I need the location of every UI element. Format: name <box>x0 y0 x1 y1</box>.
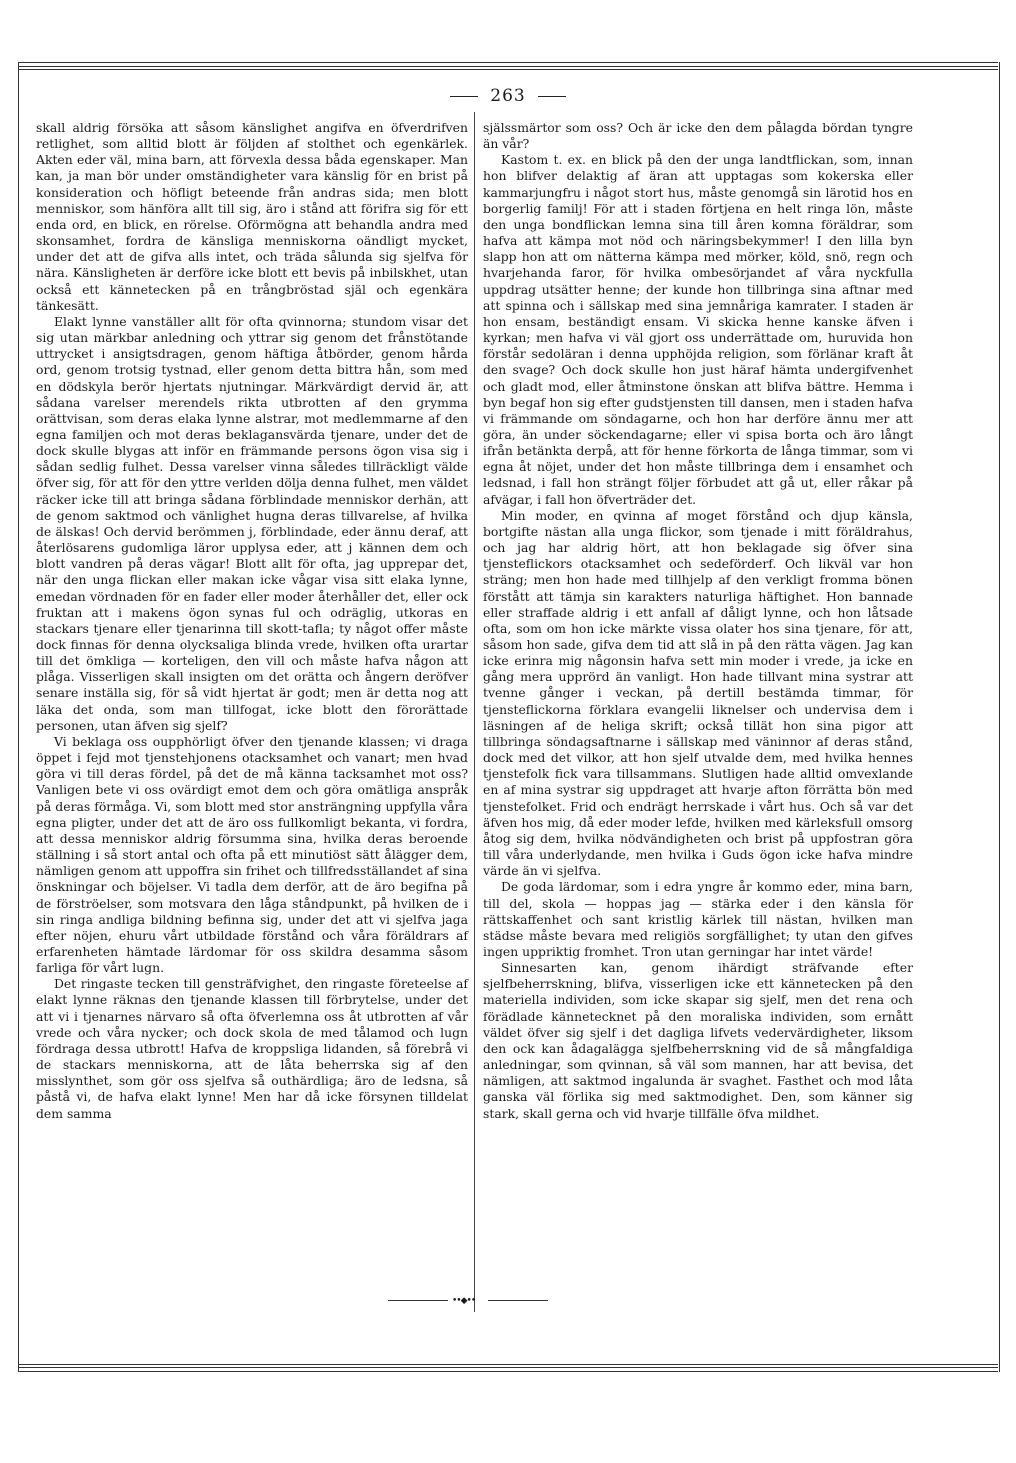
column-divider <box>474 112 475 1312</box>
page-number: 263 <box>490 86 526 106</box>
paragraph: Det ringaste tecken till gensträfvighet, den ringaste företeelse af elakt lynne räknas den tjenande klassen till förbrytelse, under det att vi i tjenarnes närvaro så ofta öfverlemna oss åt utbrotten af vår vrede och våra nycker; och dock skola de med tålamod och lugn fördraga dessa utbrott! Hafva de kroppsliga lidanden, så förebrå vi de stackars menniskorna, att de låta beherrska sig af den misslynthet, som gör oss sjelfva så outhärdliga; äro de ledsna, så påstå vi, de hafva elakt lynne! Men har då icke försynen tilldelat dem samma <box>36 976 468 1121</box>
paragraph: själssmärtor som oss? Och är icke den dem pålagda bördan tyngre än vår? <box>483 120 913 152</box>
top-double-rule <box>18 66 998 70</box>
paragraph: De goda lärdomar, som i edra yngre år kommo eder, mina barn, till del, skola — hoppas jag — stärka eder i den känsla för rättskaffenhet och sant kristlig kärlek till nästan, hvilken man städse måste bevara med religiös sorgfällighet; ty utan den gifves ingen uppriktig fromhet. Tron utan gerningar har intet värde! <box>483 879 913 959</box>
header-dash-left <box>450 96 478 97</box>
paragraph: Sinnesarten kan, genom ihärdigt sträfvande efter sjelfbeherrskning, blifva, visserligen icke ett kännetecken på den materiella individen, som icke skapar sig sjelf, men det rena och förädlade kännetecknet på den moraliska individen, som ernått väldet öfver sig sjelf i det dagliga lifvets vedervärdigheter, liksom den ock kan ådagalägga sjelfbeherrskning vid de så mångfaldiga anledningar, som qvinnan, så väl som mannen, har att bevisa, det nämligen, att saktmod ingalunda är svaghet. Fasthet och mod låta ganska väl förlika sig med saktmodighet. Den, som känner sig stark, skall gerna och vid hvarje tillfälle öfva mildhet. <box>483 960 913 1121</box>
bottom-rule <box>18 1371 998 1372</box>
top-rule <box>18 62 998 63</box>
paragraph: skall aldrig försöka att såsom känslighet angifva en öfverdrifven retlighet, som alltid blott är följden af stolthet och egenkärlek. Akten eder väl, mina barn, att förvexla dessa båda egenskaper. Man kan, ja man bör under omständigheter vara känslig för en brist på konsideration och höfligt beteende från andras sida; men blott menniskor, som hänföra allt till sig, äro i stånd att förifra sig för ett enda ord, en blick, en rörelse. Oförmögna att behandla andra med skonsamhet, fordra de känsliga menniskorna oändligt mycket, under det att de gifva alls intet, och träda sålunda sig sjelfva för nära. Känsligheten är derföre icke blott ett bevis på inbilskhet, utan också ett kännetecken på en trångbröstad själ och egenkära tänkesätt. <box>36 120 468 313</box>
paragraph: Vi beklaga oss oupphörligt öfver den tjenande klassen; vi draga öppet i fejd mot tjenstehjonens otacksamhet och vanart; men hvad göra vi till deras fördel, på det de må känna tacksamhet mot oss? Vanligen bete vi oss ovärdigt emot dem och göra omätliga anspråk på deras förmåga. Vi, som blott med stor ansträngning uppfylla våra egna pligter, under det att de äro oss fullkomligt bekanta, vi fordra, att dessa menniskor aldrig försumma sina, hvilka deras beroende ställning i så stort antal och ofta på ett minutiöst sätt ålägger dem, nämligen genom att uppoffra sin frihet och tillfredsställandet af sina önskningar och böjelser. Vi tadla dem derför, att de äro begifna på de förströelser, som motsvara den låga ståndpunkt, på hvilken de i sin ringa andliga bildning befinna sig, under det att vi sjelfva jaga efter nöjen, ehuru vårt utbildade förstånd och våra föräldrars af erfarenheten hämtade lärdomar för oss skildra desamma såsom farliga för vårt lugn. <box>36 733 468 976</box>
end-ornament <box>388 1296 548 1306</box>
paragraph: Min moder, en qvinna af moget förstånd och djup känsla, bortgifte nästan alla unga flickor, som tjenade i mitt föräldrahus, och jag har aldrig hört, att hon beklagade sig öfver sina tjensteflickors otacksamhet och sedeförderf. Och likväl var hon sträng; men hon hade med tillhjelp af den verkligt fromma bönen förstått att tämja sin karakters naturliga häftighet. Hon bannade eller straffade aldrig i ett anfall af dåligt lynne, och hon låtsade ofta, som om hon icke märkte vissa olater hos sina tjenare, för att, såsom hon sade, gifva dem tid att slå in på den rätta vägen. Jag kan icke erinra mig någonsin hafva sett min moder i vrede, ja icke en gång mera upprörd än vanligt. Hon hade tillvant mina systrar att tvenne gånger i veckan, på dertill bestämda timmar, för tjensteflickorna förklara evangelii liknelser och undervisa dem i läsningen af de heliga skrift; också tillät hon sina pigor att tillbringa söndagsaftnarne i sällskap med väninnor af deras stånd, dock med det vilkor, att hon sjelf utvalde dem, med hvilka hennes tjenstefolk fick vara tillsammans. Slutligen hade alltid omvexlande en af mina systrar sig uppdraget att hvarje afton förrätta bön med tjenstefolket. Frid och endrägt herrskade i vårt hus. Och så var det äfven hos mig, då eder moder lefde, hvilken med kärleksfull omsorg åtog sig dem, hvilka nödvändigheten och brist på uppfostran göra till våra underlydande, men hvilka i Guds ögon icke hafva mindre värde än vi sjelfva. <box>483 507 913 879</box>
right-column <box>483 120 913 1122</box>
left-column <box>36 120 468 1122</box>
paragraph: Elakt lynne vanställer allt för ofta qvinnorna; stundom visar det sig utan märkbar anledning och yttrar sig genom det frånstötande uttrycket i ansigtsdragen, genom häftiga åtbörder, genom hårda ord, genom trotsig tystnad, eller genom detta bittra hån, som med en dödskyla berör hjertats njutningar. Märkvärdigt dervid är, att sådana varelser merendels rikta utbrotten af den grymma orättvisan, som deras elaka lynne alstrar, mot medlemmarne af den egna familjen och mot deras beklagansvärda tjenare, under det de dock skulle blygas att inför en främmande persons ögon visa sig i sådan sedlig fulhet. Dessa varelser vinna således tillräckligt välde öfver sig, för att för den yttre verlden dölja denna fulhet, men väldet räcker icke till att bringa sådana förblindade menniskor derhän, att de genom saktmod och vänlighet hugna deras tillvarelse, af hvilka de älskas! Och dervid berömmen j, förblindade, eder ännu deraf, att återlösarens gudomliga läror upplysa eder, att j kännen dem och blott vandren på deras vägar! Blott allt för ofta, jag upprepar det, när den unga flickan eller makan icke vågar visa sitt elaka lynne, emedan vördnaden för en fader eller moder återhåller det, eller ock fruktan att i makens ögon synas ful och odräglig, utkoras en stackars tjenare eller tjenarinna till skott-tafla; ty något offer måste dock finnas för denna olycksaliga blinda vrede, hvilken ofta urartar till det ömkliga — korteligen, den vill och måste hafva någon att plåga. Visserligen skall insigten om det orätta och ångern deröfver senare inställa sig, för så vidt hjertat är godt; men är detta nog att läka det onda, som man tillfogat, icke blott den förorättade personen, utan äfven sig sjelf? <box>36 313 468 733</box>
page-header <box>0 86 1016 106</box>
ornament-line-left <box>388 1300 448 1301</box>
paragraph: Kastom t. ex. en blick på den der unga landtflickan, som, innan hon blifver delaktig af äran att upptagas som kokerska eller kammarjungfru i något stort hus, måste genomgå sin lärotid hos en borgerlig familj! För att i staden förtjena en helt ringa lön, måste den unga bondflickan lemna sina till åren komna föräldrar, som hafva att kämpa mot nöd och näringsbekymmer! I den lilla byn slapp hon att om nätterna kämpa med mörker, köld, snö, regn och hvarjehanda faror, för hvilka ombesörjandet af våra nyckfulla uppdrag utsätter henne; der kunde hon tillbringa sina aftnar med att spinna och i sällskap med sina jemnåriga kamrater. I staden är hon ensam, beständigt ensam. Vi skicka henne kanske äfven i kyrkan; men hafva vi väl gjort oss underrättade om, huruvida hon förstår sedoläran i denna upphöjda religion, som förlänar kraft åt den svage? Och dock skulle hon just häraf hämta undergifvenhet och gladt mod, eller åtminstone önskan att blifva bättre. Hemma i byn begaf hon sig efter gudstjensten till dansen, men i staden hafva vi främmande om söndagarne, och hon har derföre ännu mer att göra, än under söckendagarne; eller vi spisa borta och äro långt ifrån betänkta derpå, att för henne förkorta de långa timmar, som vi egna åt nöjet, under det hon måste tillbringa dem i ensamhet och ledsnad, i fall hon strängt följer förbudet att gå ut, eller råkar på afvägar, i fall hon öfverträder det. <box>483 152 913 507</box>
bottom-double-rule <box>18 1364 998 1368</box>
header-dash-right <box>538 96 566 97</box>
ornament-line-right <box>488 1300 548 1301</box>
ornament-knot: ••◆•• <box>452 1296 476 1306</box>
